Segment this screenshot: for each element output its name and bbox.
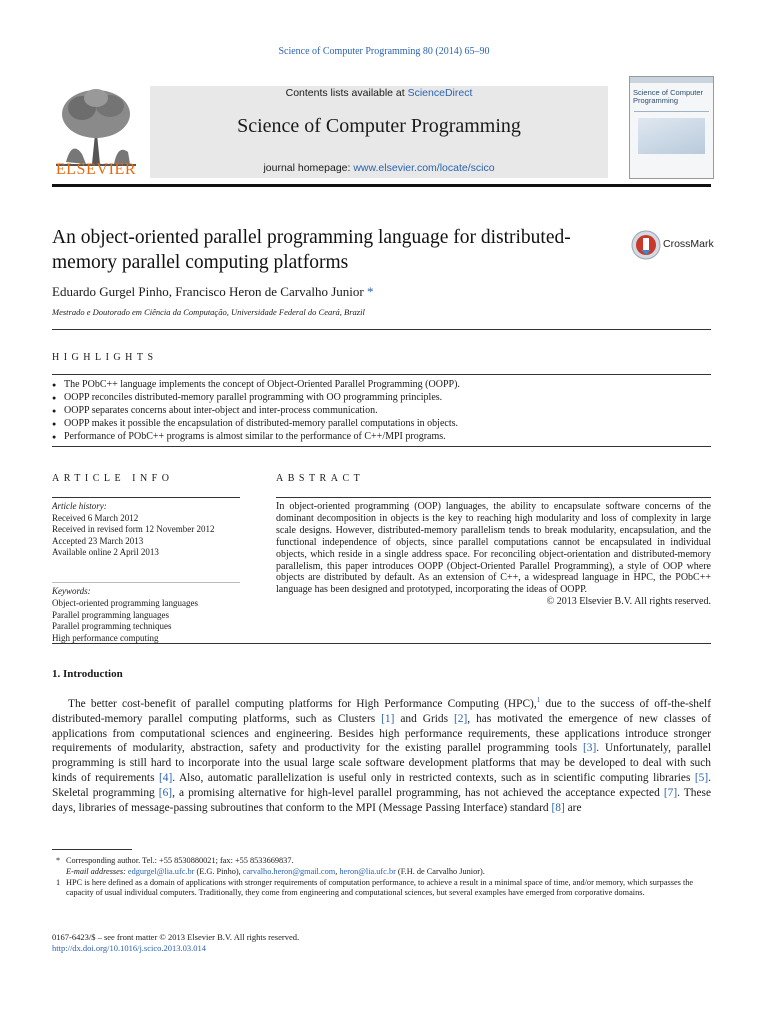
sciencedirect-link[interactable]: ScienceDirect (407, 87, 473, 99)
citation-ref[interactable]: [4] (158, 771, 173, 784)
intro-paragraph (52, 697, 711, 815)
divider (52, 582, 240, 583)
contents-prefix: Contents lists available at (285, 87, 408, 99)
journal-cover-thumbnail[interactable] (629, 76, 714, 179)
divider (52, 497, 240, 498)
citation-ref[interactable]: [2] (454, 712, 468, 725)
intro-text: due to the success of off-the-shelf distributed-memory parallel computing platforms, such as Clusters (52, 698, 711, 725)
history-label: Article history: (52, 501, 107, 511)
highlight-item: ● Performance of PObC++ programs is almost similar to the performance of C++/MPI programs. (52, 430, 711, 443)
journal-masthead (150, 86, 608, 178)
footnote-1 (52, 878, 711, 900)
contents-line (150, 87, 608, 99)
intro-text: . These days, libraries of message-passing subroutines that conform to the MPI (Message Passing Interface) standard (52, 786, 712, 814)
email-owner: (E.G. Pinho), (194, 866, 243, 876)
publisher-name: ELSEVIER (55, 161, 137, 178)
issn-line: 0167-6423/$ – see front matter © 2013 Elsevier B.V. All rights reserved. (52, 932, 300, 942)
intro-text: , a promising alternative for high-level parallel programming, has not achieved the acceptance expected (172, 786, 664, 799)
keyword-item: Parallel programming languages (52, 609, 169, 620)
citation-ref[interactable]: [6] (158, 786, 173, 799)
journal-title: Science of Computer Programming (237, 115, 521, 137)
email-separator: , (335, 866, 340, 876)
corresponding-author-footnote (52, 856, 711, 867)
citation-ref[interactable]: [5] (694, 771, 709, 784)
footnotes (52, 856, 711, 899)
article-title: An object-oriented parallel programming language for distributed-memory parallel computing platforms (52, 227, 571, 273)
abstract (276, 501, 711, 608)
email-footnote (52, 867, 711, 878)
cover-title-line1: Science of Computer (633, 88, 704, 97)
citation-ref[interactable]: [7] (663, 786, 678, 799)
author-list (52, 284, 373, 300)
divider (52, 374, 711, 375)
divider (52, 446, 711, 447)
divider (52, 329, 711, 330)
intro-text: and Grids (394, 712, 454, 725)
intro-text: . Also, automatic parallelization is useful only in restricted contexts, such as in scientific computing libraries (172, 771, 695, 784)
intro-text: , has motivated the emergence of new classes of applications from computational sciences and engineering. Besides high performance requirements, these applications introduce stronger requirements of modularity, abstraction, safety and productivity for the existing parallel programming tools (52, 712, 711, 755)
cover-artwork (638, 118, 705, 154)
corresponding-author-mark[interactable]: * (366, 284, 374, 299)
footnote-mark: 1 (56, 877, 61, 887)
email-link[interactable]: carvalho.heron@gmail.com (242, 866, 336, 876)
highlights-list (52, 378, 711, 443)
history-accepted: Accepted 23 March 2013 (52, 535, 144, 546)
abstract-copyright: © 2013 Elsevier B.V. All rights reserved. (546, 596, 711, 608)
footnote-divider (52, 849, 132, 850)
footnote-text: HPC is here defined as a domain of applications with stronger requirements of computation performance, to achieve a result in a minimal space of time, and/or memory, which surpasses the capacity of usual individual computers. Traditionally, they come from engineering and computational sciences, but several examples have emerged from corporative domains. (66, 877, 694, 898)
journal-citation[interactable]: Science of Computer Programming 80 (2014) 65–90 (278, 46, 490, 57)
keywords-label: Keywords: (52, 586, 91, 596)
email-owner: (F.H. de Carvalho Junior). (395, 866, 485, 876)
intro-text: The better cost-benefit of parallel computing platforms for High Performance Computing (HPC), (68, 698, 537, 710)
citation-ref[interactable]: [3] (582, 742, 597, 755)
divider (52, 643, 711, 644)
front-matter (52, 932, 299, 954)
journal-homepage-link[interactable]: www.elsevier.com/locate/scico (353, 162, 495, 174)
footnote-ref-1[interactable]: 1 (536, 696, 541, 705)
abstract-text: In object-oriented programming (OOP) languages, the ability to encapsulate software concerns of the dominant decomposition in objects is the key to reaching high modularity and loss of complexity in large scale designs. However, distributed-memory parallelism tends to break modularity, encapsulation, and the functional independence of objects, since parallel computations cannot be encapsulated in individual objects, which reside in a single address space. For reconciling object-orientation and distributed-memory parallelism, this paper introduces OOPP (Object-Oriented Parallel Programming), a style of OOP where objects are distributed by default. As an extension of C++, a widespread language in HPC, the PObC++ language has been designed and prototyped, incorporating the ideas of OOPP. (276, 501, 711, 596)
email-link[interactable]: heron@lia.ufc.br (339, 866, 396, 876)
history-received: Received 6 March 2012 (52, 512, 139, 523)
homepage-line (150, 162, 608, 174)
intro-text: are (564, 801, 582, 814)
highlights-heading: HIGHLIGHTS (52, 352, 158, 363)
highlight-item: ● OOPP makes it possible the encapsulation of distributed-memory parallel computations in objects. (52, 417, 711, 430)
keywords (52, 586, 242, 645)
article-info-heading: ARTICLE INFO (52, 473, 174, 484)
highlight-item: ● OOPP reconciles distributed-memory parallel programming with OO programming principles. (52, 391, 711, 404)
abstract-heading: ABSTRACT (276, 473, 365, 484)
footnote-text: Corresponding author. Tel.: +55 8530880021; fax: +55 8533669837. (66, 856, 294, 865)
email-label: E-mail addresses: (66, 866, 126, 876)
cover-title-line2: Programming (633, 96, 679, 105)
crossmark-icon[interactable] (631, 230, 661, 260)
footnote-mark: * (56, 856, 61, 865)
history-revised: Received in revised form 12 November 2012 (52, 524, 215, 534)
header-rule (52, 184, 711, 187)
citation-ref[interactable]: [1] (381, 712, 395, 725)
keyword-item: High performance computing (52, 633, 159, 644)
intro-text: . Skeletal programming (52, 771, 711, 799)
doi-link[interactable]: http://dx.doi.org/10.1016/j.scico.2013.03.014 (52, 943, 207, 953)
citation-ref[interactable]: [8] (551, 801, 565, 814)
keyword-item: Object-oriented programming languages (52, 597, 198, 608)
divider (276, 497, 711, 498)
homepage-prefix: journal homepage: (263, 162, 354, 174)
highlight-item: ● The PObC++ language implements the concept of Object-Oriented Parallel Programming (OOPP). (52, 378, 711, 391)
article-history (52, 501, 242, 559)
introduction-body (52, 697, 711, 815)
authors-text: Eduardo Gurgel Pinho, Francisco Heron de Carvalho Junior (52, 284, 364, 299)
email-link[interactable]: edgurgel@lia.ufc.br (127, 866, 195, 876)
crossmark-label[interactable]: CrossMark (663, 238, 714, 250)
highlight-item: ● OOPP separates concerns about inter-object and inter-process communication. (52, 404, 711, 417)
affiliation: Mestrado e Doutorado em Ciência da Computação, Universidade Federal do Ceará, Brazil (52, 307, 365, 317)
section-heading-introduction: 1. Introduction (52, 668, 123, 680)
history-online: Available online 2 April 2013 (52, 547, 159, 557)
intro-text: . Unfortunately, parallel programming is still hard to incorporate into the usual large scale software development platforms that may be developed to deal with such kinds of requirements (52, 742, 711, 784)
keyword-item: Parallel programming techniques (52, 621, 172, 632)
